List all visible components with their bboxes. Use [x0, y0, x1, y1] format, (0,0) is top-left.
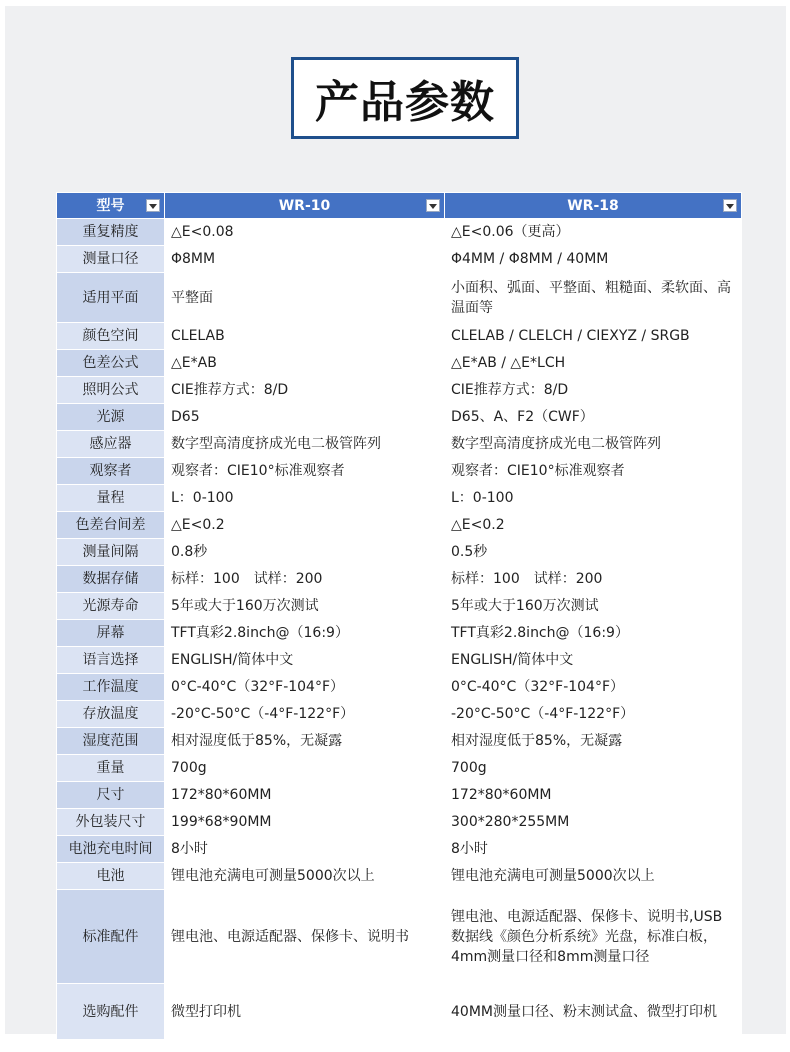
wr10-value: △E<0.2	[165, 512, 445, 539]
title-box	[291, 57, 519, 139]
wr18-value: 5年或大于160万次测试	[445, 593, 742, 620]
row-label: 颜色空间	[57, 323, 165, 350]
table-row	[57, 566, 742, 593]
header-wr10[interactable]	[165, 193, 445, 219]
wr18-value: 锂电池、电源适配器、保修卡、说明书,USB数据线《颜色分析系统》光盘，标准白板，4mm测量口径和8mm测量口径	[445, 890, 742, 984]
wr18-value: 300*280*255MM	[445, 809, 742, 836]
wr10-value: CLELAB	[165, 323, 445, 350]
wr10-value: 172*80*60MM	[165, 782, 445, 809]
row-label: 存放温度	[57, 701, 165, 728]
wr10-value: ENGLISH/简体中文	[165, 647, 445, 674]
wr18-value: 172*80*60MM	[445, 782, 742, 809]
wr10-value: 5年或大于160万次测试	[165, 593, 445, 620]
page-title: 产品参数	[315, 77, 495, 128]
table-row	[57, 674, 742, 701]
table-body	[57, 219, 742, 1040]
header-label: WR-10	[278, 197, 331, 214]
wr18-value: 观察者：CIE10°标准观察者	[445, 458, 742, 485]
row-label: 照明公式	[57, 377, 165, 404]
wr10-value: 700g	[165, 755, 445, 782]
wr18-value: CIE推荐方式：8/D	[445, 377, 742, 404]
row-label: 语言选择	[57, 647, 165, 674]
wr10-value: TFT真彩2.8inch@（16:9）	[165, 620, 445, 647]
table-row	[57, 512, 742, 539]
wr18-value: D65、A、F2（CWF）	[445, 404, 742, 431]
wr10-value: 锂电池、电源适配器、保修卡、说明书	[165, 890, 445, 984]
table-row	[57, 377, 742, 404]
header-label: WR-18	[567, 197, 619, 214]
wr18-value: 0°C-40°C（32°F-104°F）	[445, 674, 742, 701]
table-row	[57, 620, 742, 647]
row-label: 感应器	[57, 431, 165, 458]
row-label: 观察者	[57, 458, 165, 485]
table-row	[57, 782, 742, 809]
row-label: 色差公式	[57, 350, 165, 377]
wr10-value: 平整面	[165, 273, 445, 323]
wr18-value: ENGLISH/简体中文	[445, 647, 742, 674]
wr18-value: -20°C-50°C（-4°F-122°F）	[445, 701, 742, 728]
row-label: 测量间隔	[57, 539, 165, 566]
table-row	[57, 809, 742, 836]
wr10-value: △E*AB	[165, 350, 445, 377]
wr18-value: 相对湿度低于85%，无凝露	[445, 728, 742, 755]
wr10-value: 相对湿度低于85%，无凝露	[165, 728, 445, 755]
wr18-value: 数字型高清度挤成光电二极管阵列	[445, 431, 742, 458]
wr18-value: 8小时	[445, 836, 742, 863]
table-row	[57, 647, 742, 674]
spec-table	[56, 192, 742, 1040]
row-label: 重复精度	[57, 219, 165, 246]
filter-dropdown-icon[interactable]	[723, 199, 737, 212]
wr18-value: △E<0.06（更高）	[445, 219, 742, 246]
filter-dropdown-icon[interactable]	[426, 199, 440, 212]
header-label: 型号	[96, 197, 125, 214]
wr18-value: Φ4MM / Φ8MM / 40MM	[445, 246, 742, 273]
row-label: 色差台间差	[57, 512, 165, 539]
table-row	[57, 431, 742, 458]
table-row	[57, 755, 742, 782]
table-header-row	[57, 193, 742, 219]
table-row	[57, 323, 742, 350]
row-label: 外包装尺寸	[57, 809, 165, 836]
wr10-value: 0.8秒	[165, 539, 445, 566]
row-label: 选购配件	[57, 984, 165, 1040]
wr18-value: CLELAB / CLELCH / CIEXYZ / SRGB	[445, 323, 742, 350]
table-row	[57, 593, 742, 620]
wr10-value: D65	[165, 404, 445, 431]
row-label: 光源	[57, 404, 165, 431]
row-label: 标准配件	[57, 890, 165, 984]
wr18-value: TFT真彩2.8inch@（16:9）	[445, 620, 742, 647]
table-row	[57, 350, 742, 377]
wr18-value: △E<0.2	[445, 512, 742, 539]
table-row	[57, 485, 742, 512]
wr18-value: 小面积、弧面、平整面、粗糙面、柔软面、高温面等	[445, 273, 742, 323]
row-label: 适用平面	[57, 273, 165, 323]
row-label: 数据存储	[57, 566, 165, 593]
table-row	[57, 539, 742, 566]
filter-dropdown-icon[interactable]	[146, 199, 160, 212]
wr10-value: -20°C-50°C（-4°F-122°F）	[165, 701, 445, 728]
row-label: 测量口径	[57, 246, 165, 273]
row-label: 光源寿命	[57, 593, 165, 620]
row-label: 工作温度	[57, 674, 165, 701]
wr18-value: 锂电池充满电可测量5000次以上	[445, 863, 742, 890]
row-label: 电池充电时间	[57, 836, 165, 863]
wr10-value: 微型打印机	[165, 984, 445, 1040]
wr18-value: △E*AB / △E*LCH	[445, 350, 742, 377]
wr10-value: Φ8MM	[165, 246, 445, 273]
table-row	[57, 728, 742, 755]
header-model[interactable]	[57, 193, 165, 219]
row-label: 湿度范围	[57, 728, 165, 755]
row-label: 电池	[57, 863, 165, 890]
table-row	[57, 219, 742, 246]
table-row	[57, 701, 742, 728]
wr10-value: 标样：100 试样：200	[165, 566, 445, 593]
row-label: 尺寸	[57, 782, 165, 809]
table-row	[57, 458, 742, 485]
table-row	[57, 404, 742, 431]
wr10-value: 锂电池充满电可测量5000次以上	[165, 863, 445, 890]
table-row	[57, 246, 742, 273]
header-wr18[interactable]	[445, 193, 742, 219]
wr10-value: 数字型高清度挤成光电二极管阵列	[165, 431, 445, 458]
wr18-value: 700g	[445, 755, 742, 782]
wr18-value: 40MM测量口径、粉末测试盒、微型打印机	[445, 984, 742, 1040]
row-label: 重量	[57, 755, 165, 782]
table-row	[57, 273, 742, 323]
wr18-value: 0.5秒	[445, 539, 742, 566]
table-row	[57, 836, 742, 863]
table-row	[57, 890, 742, 984]
wr18-value: L：0-100	[445, 485, 742, 512]
wr10-value: 0°C-40°C（32°F-104°F）	[165, 674, 445, 701]
wr10-value: 199*68*90MM	[165, 809, 445, 836]
wr18-value: 标样：100 试样：200	[445, 566, 742, 593]
wr10-value: △E<0.08	[165, 219, 445, 246]
wr10-value: 观察者：CIE10°标准观察者	[165, 458, 445, 485]
wr10-value: L：0-100	[165, 485, 445, 512]
wr10-value: 8小时	[165, 836, 445, 863]
row-label: 量程	[57, 485, 165, 512]
table-row	[57, 984, 742, 1040]
wr10-value: CIE推荐方式：8/D	[165, 377, 445, 404]
table-row	[57, 863, 742, 890]
row-label: 屏幕	[57, 620, 165, 647]
